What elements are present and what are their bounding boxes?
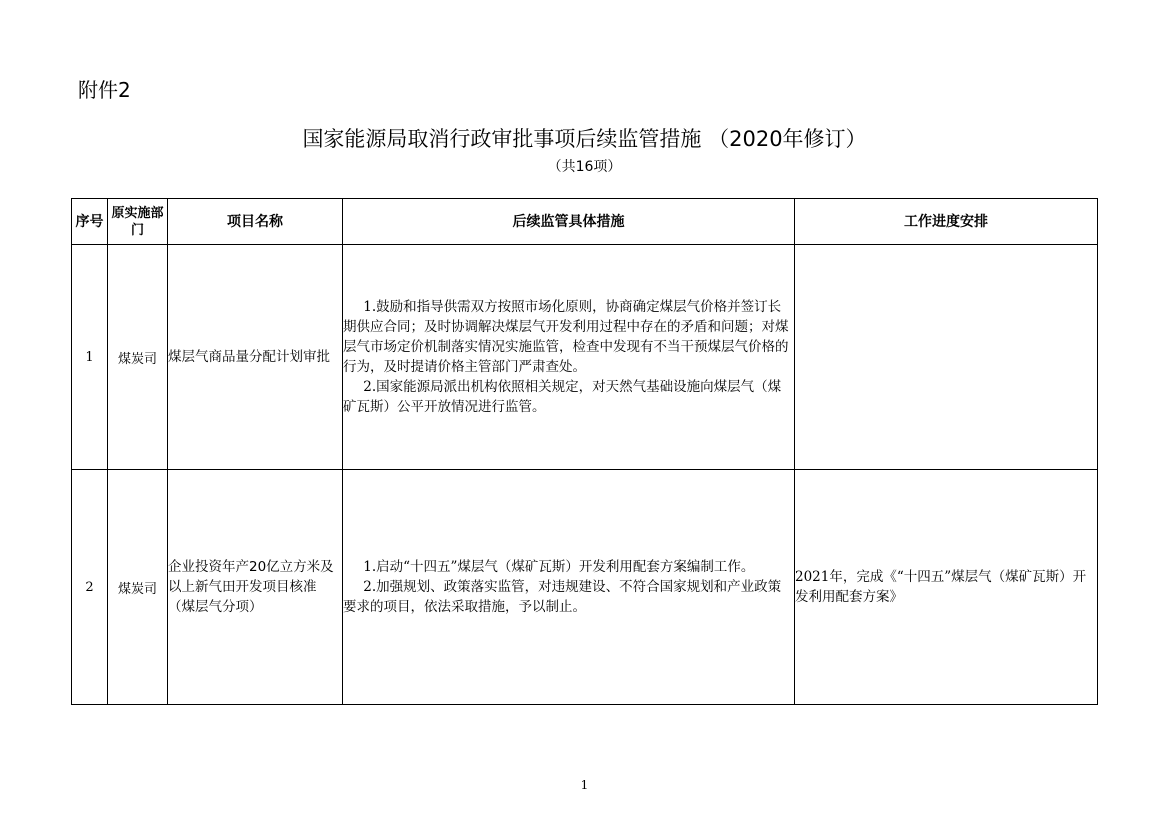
page-title: 国家能源局取消行政审批事项后续监管措施 （2020年修订） [302,127,867,151]
row-number: 1 [72,245,108,470]
attachment-label: 附件2 [78,78,131,102]
measure-item: 2.国家能源局派出机构依照相关规定，对天然气基础设施向煤层气（煤矿瓦斯）公平开放情况进行监管。 [343,379,782,415]
table-row [72,245,1098,470]
column-header-measures: 后续监管具体措施 [343,199,795,245]
row-dept: 煤炭司 [108,470,168,705]
measure-item: 1.启动“十四五”煤层气（煤矿瓦斯）开发利用配套方案编制工作。 [363,559,755,575]
column-header-dept: 原实施部门 [108,199,168,245]
row-schedule: 2021年，完成《“十四五”煤层气（煤矿瓦斯）开发利用配套方案》 [795,470,1098,705]
column-header-no: 序号 [72,199,108,245]
row-schedule [795,245,1098,470]
measures-table [71,198,1098,705]
row-number: 2 [72,470,108,705]
row-dept: 煤炭司 [108,245,168,470]
row-measures [343,470,795,705]
table-row [72,470,1098,705]
page-subtitle: （共16项） [547,159,622,175]
column-header-schedule: 工作进度安排 [795,199,1098,245]
page-number: 1 [580,778,589,792]
measure-item: 2.加强规划、政策落实监管，对违规建设、不符合国家规划和产业政策要求的项目，依法采取措施，予以制止。 [343,579,782,615]
row-measures [343,245,795,470]
measure-item: 1.鼓励和指导供需双方按照市场化原则，协商确定煤层气价格并签订长期供应合同；及时协调解决煤层气开发利用过程中存在的矛盾和问题；对煤层气市场定价机制落实情况实施监管，检查中发现有不当干预煤层气价格的行为，及时提请价格主管部门严肃查处。 [343,299,789,375]
row-item-name: 企业投资年产20亿立方米及以上新气田开发项目核准（煤层气分项） [168,470,343,705]
row-item-name: 煤层气商品量分配计划审批 [168,245,343,470]
column-header-name: 项目名称 [168,199,343,245]
table-header-row [72,199,1098,245]
